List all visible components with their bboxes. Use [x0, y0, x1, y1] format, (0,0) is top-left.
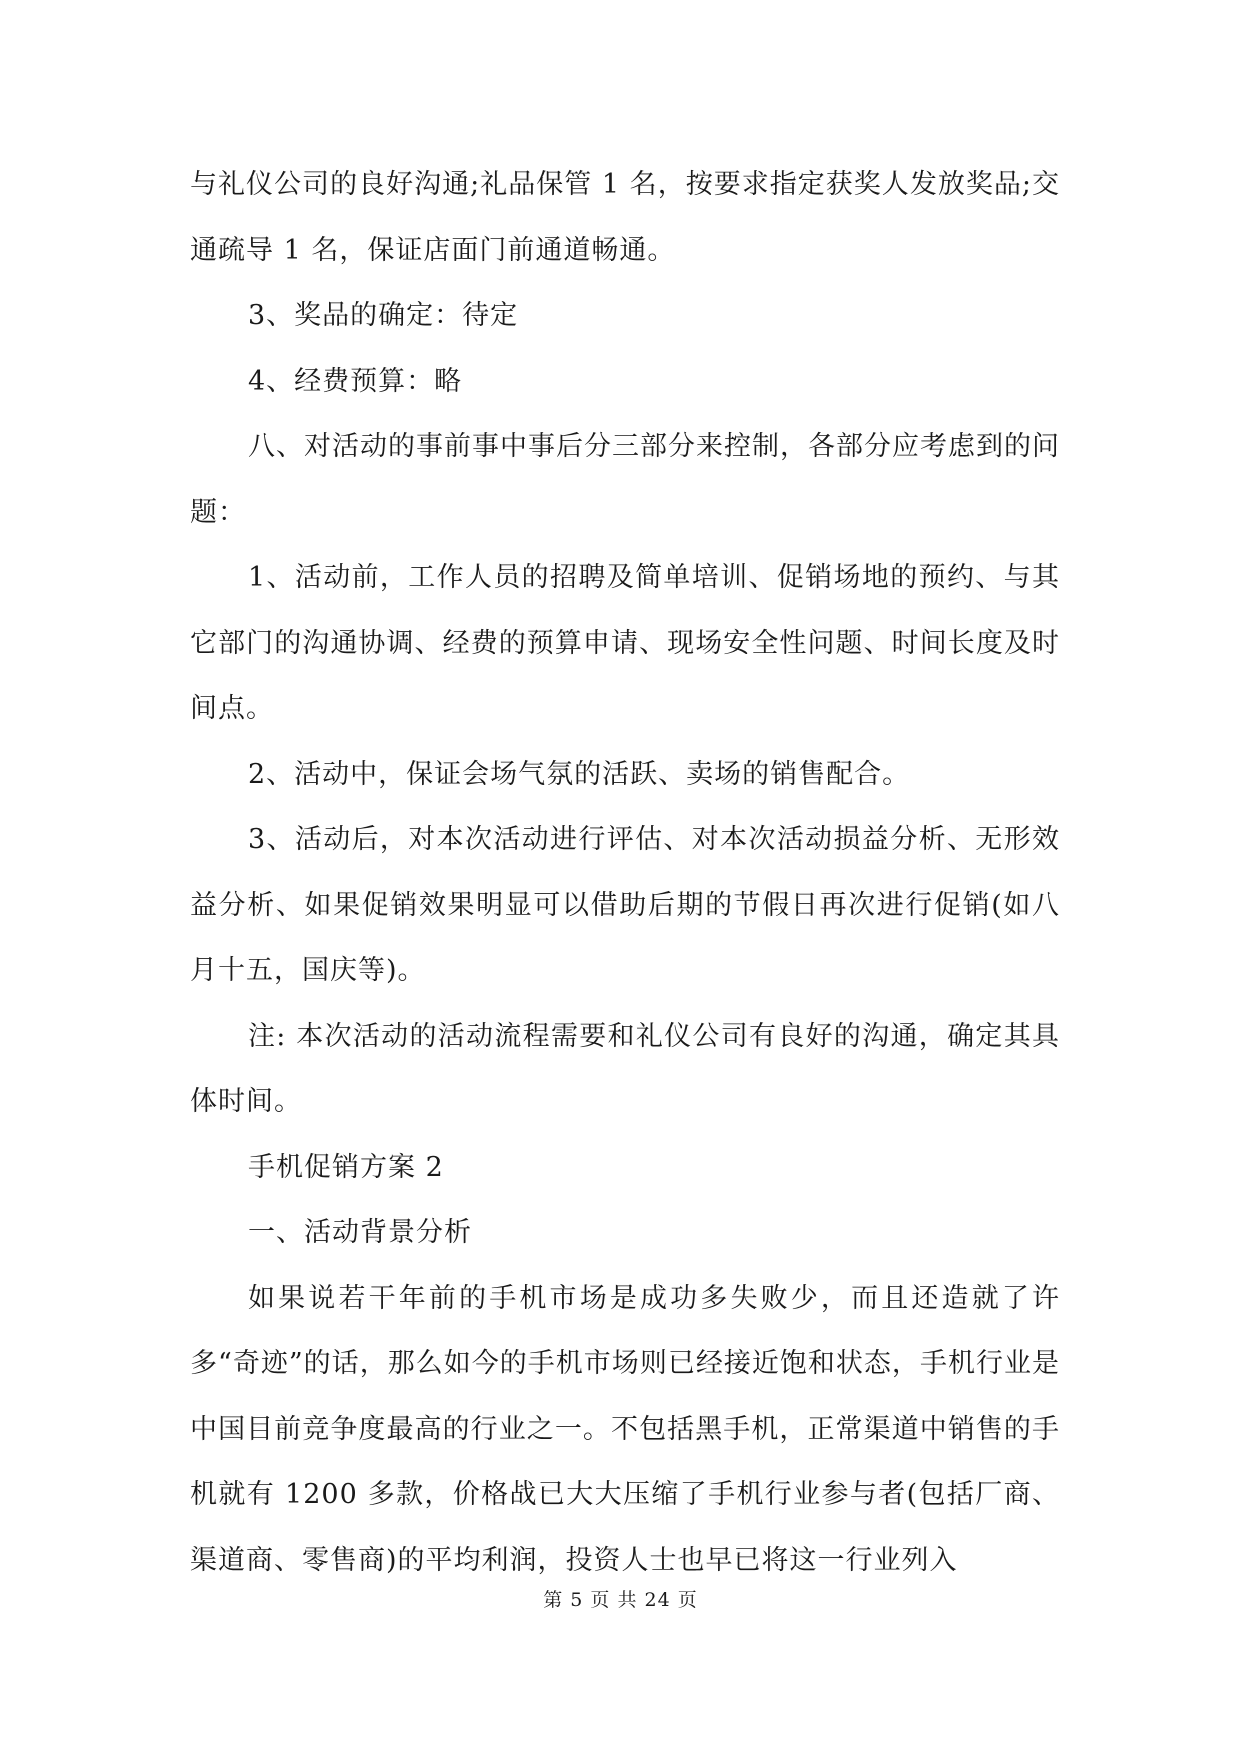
- paragraph-6: 2、活动中，保证会场气氛的活跃、卖场的销售配合。: [248, 758, 911, 790]
- paragraph-8: 注: 本次活动的活动流程需要和礼仪公司有良好的沟通，确定其具体时间。: [190, 1020, 1060, 1117]
- paragraph-3: 4、经费预算：略: [248, 365, 463, 397]
- page-number: 第 5 页 共 24 页: [543, 1589, 698, 1611]
- paragraph-2: 3、奖品的确定：待定: [248, 300, 519, 331]
- section-title: 手机促销方案 2: [248, 1151, 444, 1183]
- document-body: [190, 152, 1060, 1593]
- paragraph-4: 八、对活动的事前事中事后分三部分来控制，各部分应考虑到的问题：: [190, 431, 1060, 528]
- paragraph-5: 1、活动前，工作人员的招聘及简单培训、促销场地的预约、与其它部门的沟通协调、经费的预算申请、现场安全性问题、时间长度及时间点。: [190, 562, 1060, 724]
- paragraph-1: 与礼仪公司的良好沟通;礼品保管 1 名，按要求指定获奖人发放奖品;交通疏导 1 名，保证店面门前通道畅通。: [190, 169, 1060, 266]
- page-footer: [0, 1588, 1241, 1612]
- section-heading: 一、活动背景分析: [248, 1217, 472, 1248]
- paragraph-11: 如果说若干年前的手机市场是成功多失败少，而且还造就了许多“奇迹”的话，那么如今的手机市场则已经接近饱和状态，手机行业是中国目前竞争度最高的行业之一。不包括黑手机，正常渠道中销售的手机就有 1200 多款，价格战已大大压缩了手机行业参与者(包括厂商、渠道商、零售商)的平均利润，投资人士也早已将这一行业列入: [190, 1282, 1060, 1576]
- paragraph-7: 3、活动后，对本次活动进行评估、对本次活动损益分析、无形效益分析、如果促销效果明显可以借助后期的节假日再次进行促销(如八月十五，国庆等)。: [190, 824, 1060, 986]
